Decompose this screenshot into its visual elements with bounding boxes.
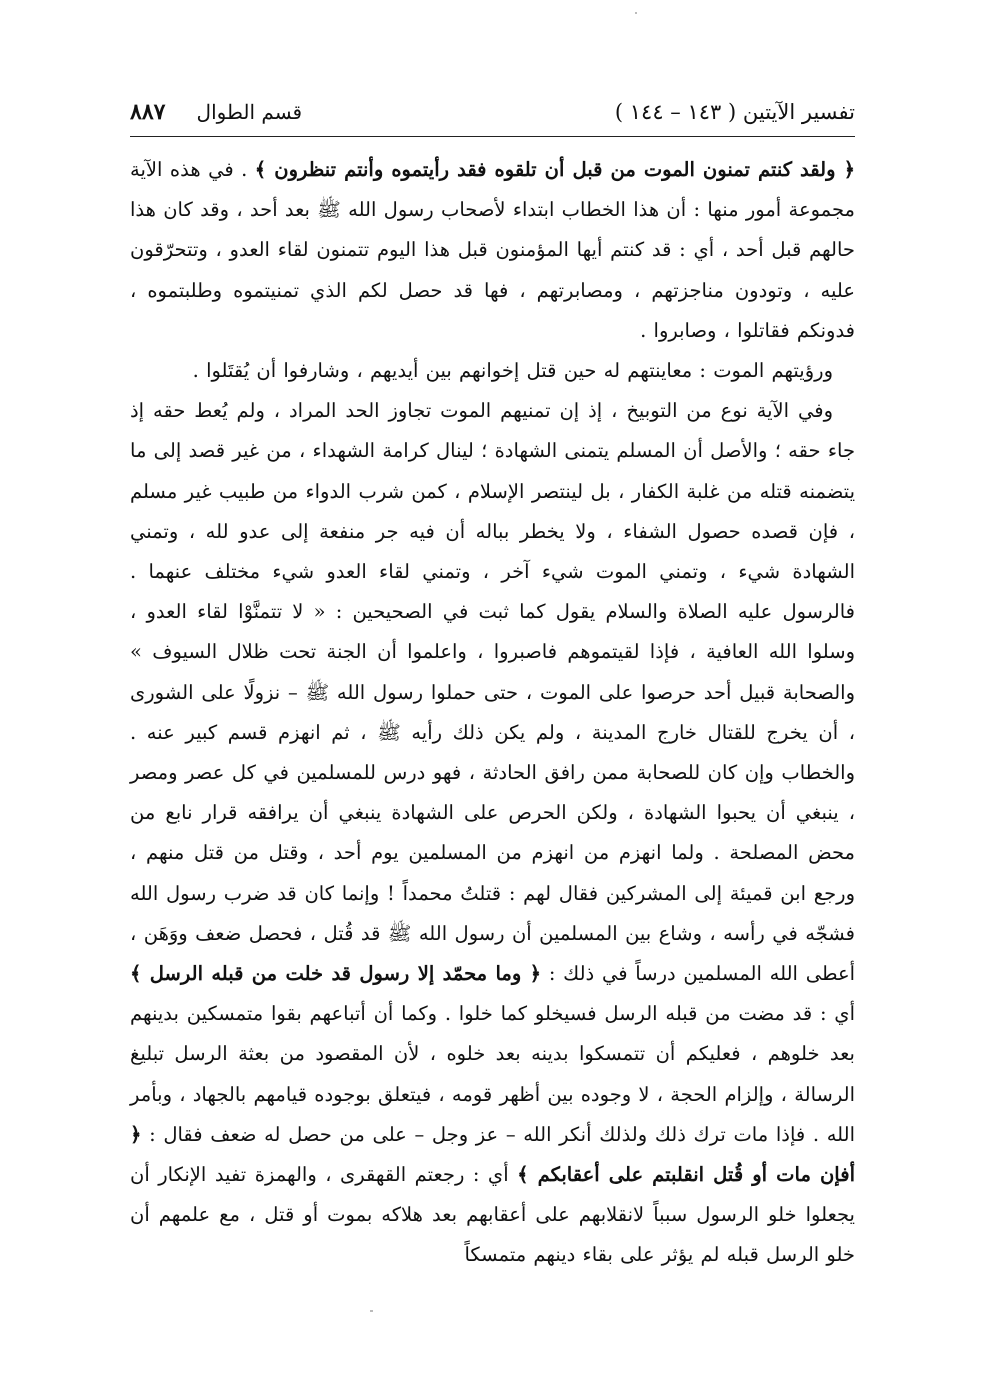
header-rule: [130, 136, 855, 137]
header-title: تفسير الآيتين ( ١٤٣ – ١٤٤ ): [614, 100, 855, 124]
header-section: قسم الطوال: [196, 100, 303, 124]
running-header: [130, 92, 855, 132]
quran-verse: ﴿ أفإن مات أو قُتل انقلبتم على أعقابكم ﴾: [130, 1122, 855, 1187]
body-text: [130, 150, 855, 1276]
page-number: ٨٨٧: [130, 99, 166, 125]
quran-verse: ﴿ ولقد كنتم تمنون الموت من قبل أن تلقوه فقد رأيتموه وأنتم تنظرون ﴾: [254, 158, 855, 181]
header-left-group: [130, 92, 302, 134]
paragraph-text: ورؤيتهم الموت : معاينتهم له حين قتل إخوانهم بين أيديهم ، وشارفوا أن يُقتَلوا .: [192, 359, 833, 383]
quran-verse: ﴿ وما محمّد إلا رسول قد خلت من قبله الرسل ﴾: [130, 962, 542, 986]
paragraph-1: [130, 150, 855, 351]
scan-speck: [635, 12, 637, 14]
paragraph-text: أي : قد مضت من قبله الرسل فسيخلو كما خلوا . وكما أن أتباعهم بقوا متمسكين بدينهم بعد خلوهم ، فعليكم أن تتمسكوا بدينه بعد خلوه ، لأن المقصود من بعثة الرسل تبليغ الرسالة ، وإلزام الحجة ، لا وجوده بين أظهر قومه ، فيتعلق بوجوده قيامهم بالجهاد ، وبأمر الله . فإذا مات ترك ذلك ولذلك أنكر الله – عز وجل – على من حصل له ضعف فقال :: [130, 1002, 855, 1146]
paragraph-3: [130, 391, 855, 1275]
paragraph-2: [130, 351, 855, 391]
scan-speck: [370, 1310, 373, 1312]
paragraph-text: وفي الآية نوع من التوبيخ ، إذ إن تمنيهم الموت تجاوز الحد المراد ، ولم يُعط حقه إذ جاء حقه ؛ والأصل أن المسلم يتمنى الشهادة ؛ لينال كرامة الشهداء ، من غير قصد إلى ما يتضمنه قتله من غلبة الكفار ، بل لينتصر الإسلام ، كمن شرب الدواء من طبيب غير مسلم ، فإن قصده حصول الشفاء ، ولا يخطر بباله أن فيه جر منفعة إلى عدو لله ، وتمني الشهادة شيء ، وتمني الموت شيء آخر ، وتمني لقاء العدو شيء مختلف عنهما . فالرسول عليه الصلاة والسلام يقول كما ثبت في الصحيحين : « لا تتمنَّوْا لقاء العدو ، وسلوا الله العافية ، فإذا لقيتموهم فاصبروا ، واعلموا أن الجنة تحت ظلال السيوف » والصحابة قبيل أحد حرصوا على الموت ، حتى حملوا رسول الله ﷺ – نزولًا على الشورى ، أن يخرج للقتال خارج المدينة ، ولم يكن ذلك رأيه ﷺ ، ثم انهزم قسم كبير عنه . والخطاب وإن كان للصحابة ممن رافق الحادثة ، فهو درس للمسلمين في كل عصر ومصر ، ينبغي أن يحبوا الشهادة ، ولكن الحرص على الشهادة ينبغي أن يرافقه قرار نابع من محض المصلحة . ولما انهزم من انهزم من المسلمين يوم أحد ، وقتل من قتل منهم ، ورجع ابن قميئة إلى المشركين فقال لهم : قتلتُ محمداً ! وإنما كان قد ضرب رسول الله فشجّه في رأسه ، وشاع بين المسلمين أن رسول الله ﷺ قد قُتل ، فحصل ضعف ووَهَن ، أعطى الله المسلمين درساً في ذلك :: [130, 399, 856, 986]
paragraph-text: . في هذه الآية مجموعة أمور منها : أن هذا الخطاب ابتداء لأصحاب رسول الله ﷺ بعد أحد ، وقد كان هذا حالهم قبل أحد ، أي : قد كنتم أيها المؤمنون قبل هذا اليوم تتمنون لقاء العدو ، وتتحرّقون عليه ، وتودون مناجزتهم ، ومصابرتهم ، فها قد حصل لكم الذي تمنيتموه وطلبتموه ، فدونكم فقاتلوا ، وصابروا .: [130, 158, 855, 342]
paragraph-text: أي : رجعتم القهقرى ، والهمزة تفيد الإنكار أن يجعلوا خلو الرسول سبباً لانقلابهم على أعقابهم بعد هلاكه بموت أو قتل ، مع علمهم أن خلو الرسل قبله لم يؤثر على بقاء دينهم متمسكاً: [130, 1163, 855, 1267]
